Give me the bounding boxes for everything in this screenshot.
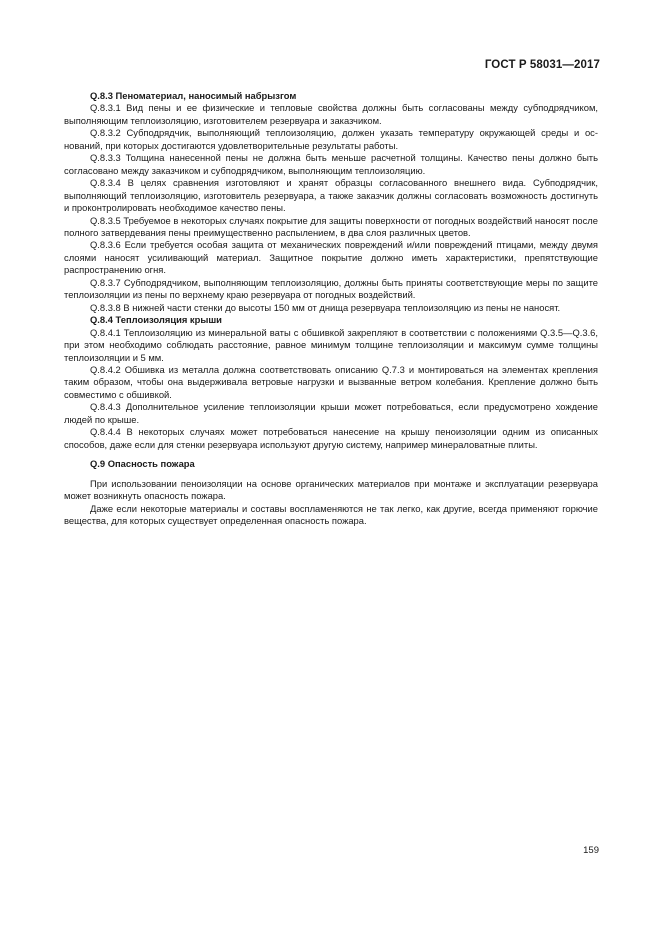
paragraph-q844: Q.8.4.4 В некоторых случаях может потребоваться нанесение на крышу пеноизоляции одним из описанных способов, даже если для стенки резервуара используют другую систему, например минераловатные плиты. (64, 426, 598, 450)
paragraph-q833: Q.8.3.3 Толщина нанесенной пены не должна быть меньше расчетной толщины. Качество пены должно быть согласовано между заказчиком и субподрядчиком, выполняющим теплоизоляцию. (64, 152, 598, 176)
section-heading-q84: Q.8.4 Теплоизоляция крыши (90, 314, 222, 326)
paragraph-q836: Q.8.3.6 Если требуется особая защита от механических повреждений и/или повреждений птицами, между двумя слоями наносят усиливающий материал. Защитное покрытие должно иметь характеристики, препятствующие распространению огня. (64, 239, 598, 276)
page-number: 159 (583, 845, 599, 856)
paragraph-q834: Q.8.3.4 В целях сравнения изготовляют и хранят образцы согласованного внешнего вида. Субподрядчик, выполняющий теплоизоляцию, изготовитель резервуара, а также заказчик должны согласовать возможность достигнуть и проконтролировать необходимое качество пены. (64, 177, 598, 214)
document-body (64, 90, 598, 527)
paragraph-q835: Q.8.3.5 Требуемое в некоторых случаях покрытие для защиты поверхности от погодных воздействий наносят после полного затвердевания пены преимущественно распылением, в два слоя различных цветов. (64, 214, 598, 238)
paragraph-q832: Q.8.3.2 Субподрядчик, выполняющий теплоизоляцию, должен указать температуру окружающей среды и оснований, при которых достигаются удовлетворительные результаты работы. (64, 127, 598, 151)
paragraph-q841: Q.8.4.1 Теплоизоляцию из минеральной ваты с обшивкой закрепляют в соответствии с положениями Q.3.5—Q.3.6, при этом необходимо соблюдать расстояние, равное минимум толщине теплоизоляции и максимум сумме толщины теплоизоляции и 5 мм. (64, 326, 598, 363)
paragraph-q9-1: При использовании пеноизоляции на основе органических материалов при монтаже и эксплуатации резервуара может возникнуть опасность пожара. (64, 477, 598, 502)
paragraph-q831: Q.8.3.1 Вид пены и ее физические и тепловые свойства должны быть согласованы между субподрядчиком, выполняющим теплоизоляцию, изготовителем резервуара и заказчиком. (64, 102, 598, 126)
section-heading-q9: Q.9 Опасность пожара (90, 458, 195, 470)
document-standard-header: ГОСТ Р 58031—2017 (484, 59, 600, 71)
section-heading-q83: Q.8.3 Пеноматериал, наносимый набрызгом (90, 90, 297, 101)
paragraph-q842: Q.8.4.2 Обшивка из металла должна соответствовать описанию Q.7.3 и монтироваться на элементах крепления таким образом, чтобы она выдерживала ветровые нагрузки и вызванные ветром колебания. Крепление должно быть совместимо с обшивкой. (64, 363, 598, 400)
paragraph-q843: Q.8.4.3 Дополнительное усиление теплоизоляции крыши может потребоваться, если предусмотрено хождение людей по крыше. (64, 401, 598, 425)
paragraph-q9-2: Даже если некоторые материалы и составы воспламеняются не так легко, как другие, всегда применяют горючие вещества, для которых существует определенная опасность пожара. (64, 502, 598, 526)
paragraph-q838: Q.8.3.8 В нижней части стенки до высоты 150 мм от днища резервуара теплоизоляцию из пены не наносят. (90, 301, 561, 313)
paragraph-q837: Q.8.3.7 Субподрядчиком, выполняющим теплоизоляцию, должны быть приняты соответствующие меры по защите теплоизоляции из пены по верхнему краю резервуара от погодных воздействий. (64, 276, 598, 301)
